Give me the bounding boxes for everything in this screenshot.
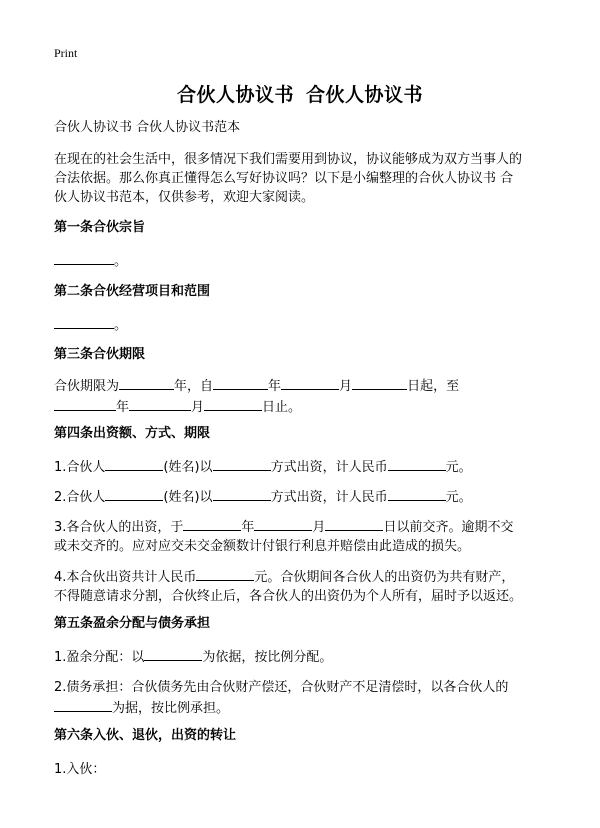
print-label[interactable]: Print	[54, 46, 78, 60]
article-4-item-2	[54, 486, 554, 507]
blank-field[interactable]	[388, 456, 446, 471]
intro-paragraph	[54, 150, 554, 207]
text: 日以前交齐。逾期不交	[383, 520, 514, 535]
blank-field[interactable]	[105, 486, 163, 501]
article-3-term	[54, 375, 554, 417]
article-4-item-4-line-2: 不得随意请求分割，合伙终止后，各合伙人的出资仍为个人所有，届时予以返还。	[54, 589, 523, 604]
blank-field[interactable]	[183, 516, 241, 531]
article-5-item-1	[54, 646, 554, 667]
text: 方式出资，计人民币	[270, 490, 388, 505]
text: 2.合伙人	[54, 490, 106, 505]
blank-field[interactable]	[54, 697, 112, 712]
article-4-item-3	[54, 516, 554, 556]
article-4-item-3-line-2: 或未交齐的。应对应交未交金额数计付银行利息并赔偿由此造成的损失。	[54, 539, 471, 554]
text: 合伙期限为	[54, 379, 120, 394]
blank-field[interactable]	[213, 375, 268, 390]
article-4-item-4	[54, 566, 554, 606]
title-part-2: 合伙人协议书	[306, 84, 424, 106]
article-4-item-1	[54, 456, 554, 477]
blank-field[interactable]	[204, 396, 262, 411]
text: 元。	[445, 490, 472, 505]
blank-field[interactable]	[325, 516, 383, 531]
text: 元。	[445, 460, 472, 475]
blank-field[interactable]	[54, 250, 114, 265]
blank-field[interactable]	[254, 516, 312, 531]
blank-field[interactable]	[281, 375, 339, 390]
article-5-heading: 第五条盈余分配与债务承担	[54, 616, 211, 631]
text: 为依据，按比例分配。	[202, 650, 333, 665]
intro-line-3: 伙人协议书范本，仅供参考，欢迎大家阅读。	[54, 190, 315, 205]
blank-field[interactable]	[352, 375, 407, 390]
article-2-heading: 第二条合伙经营项目和范围	[54, 284, 211, 299]
blank-field[interactable]	[213, 456, 271, 471]
text: 月	[312, 520, 326, 535]
text: 方式出资，计人民币	[270, 460, 388, 475]
article-3-heading: 第三条合伙期限	[54, 347, 146, 362]
blank-field[interactable]	[213, 486, 271, 501]
article-1-line	[54, 250, 554, 271]
article-5-item-2	[54, 678, 554, 718]
article-2-line	[54, 314, 554, 335]
article-1-heading: 第一条合伙宗旨	[54, 220, 146, 235]
blank-field[interactable]	[388, 486, 446, 501]
title-part-1: 合伙人协议书	[176, 84, 294, 106]
intro-line-1: 在现在的社会生活中，很多情况下我们需要用到协议，协议能够成为双方当事人的	[54, 152, 523, 167]
article-5-item-2-line-1: 2.债务承担：合伙债务先由合伙财产偿还，合伙财产不足清偿时，以各合伙人的	[54, 680, 509, 695]
text: 4.本合伙出资共计人民币	[54, 570, 197, 585]
document-title	[0, 80, 600, 107]
text: 日止。	[262, 400, 302, 415]
article-6-heading: 第六条入伙、退伙，出资的转让	[54, 728, 237, 743]
text: 元。合伙期间各合伙人的出资仍为共有财产，	[254, 570, 515, 585]
blank-field[interactable]	[196, 566, 254, 581]
text: 3.各合伙人的出资，于	[54, 520, 184, 535]
blank-field[interactable]	[105, 456, 163, 471]
article-3-line-2	[54, 396, 554, 417]
text: 月	[339, 379, 353, 394]
text: (姓名)以	[163, 460, 213, 475]
blank-field[interactable]	[119, 375, 174, 390]
article-4-item-4-line-1	[54, 566, 554, 587]
blank-field[interactable]	[129, 396, 191, 411]
text: 为据，按比例承担。	[112, 701, 230, 716]
text: (姓名)以	[163, 490, 213, 505]
text: 1.合伙人	[54, 460, 106, 475]
text: 1.盈余分配：以	[54, 650, 145, 665]
blank-field[interactable]	[54, 396, 116, 411]
article-2-end: 。	[114, 318, 128, 333]
blank-field[interactable]	[54, 314, 114, 329]
article-3-line-1	[54, 375, 554, 396]
text: 日起，至	[407, 379, 460, 394]
article-4-heading: 第四条出资额、方式、期限	[54, 426, 211, 441]
text: 年，自	[174, 379, 214, 394]
text: 月	[191, 400, 205, 415]
text: 年	[241, 520, 255, 535]
article-5-item-2-line-2	[54, 697, 554, 718]
article-4-item-3-line-1	[54, 516, 554, 537]
intro-line-2: 合法依据。那么你真正懂得怎么写好协议吗？以下是小编整理的合伙人协议书 合	[54, 171, 514, 186]
blank-field[interactable]	[144, 646, 202, 661]
text: 年	[268, 379, 282, 394]
text: 年	[116, 400, 130, 415]
subtitle: 合伙人协议书 合伙人协议书范本	[54, 120, 241, 135]
article-1-end: 。	[114, 254, 128, 269]
article-6-item-1: 1.入伙：	[54, 762, 106, 777]
